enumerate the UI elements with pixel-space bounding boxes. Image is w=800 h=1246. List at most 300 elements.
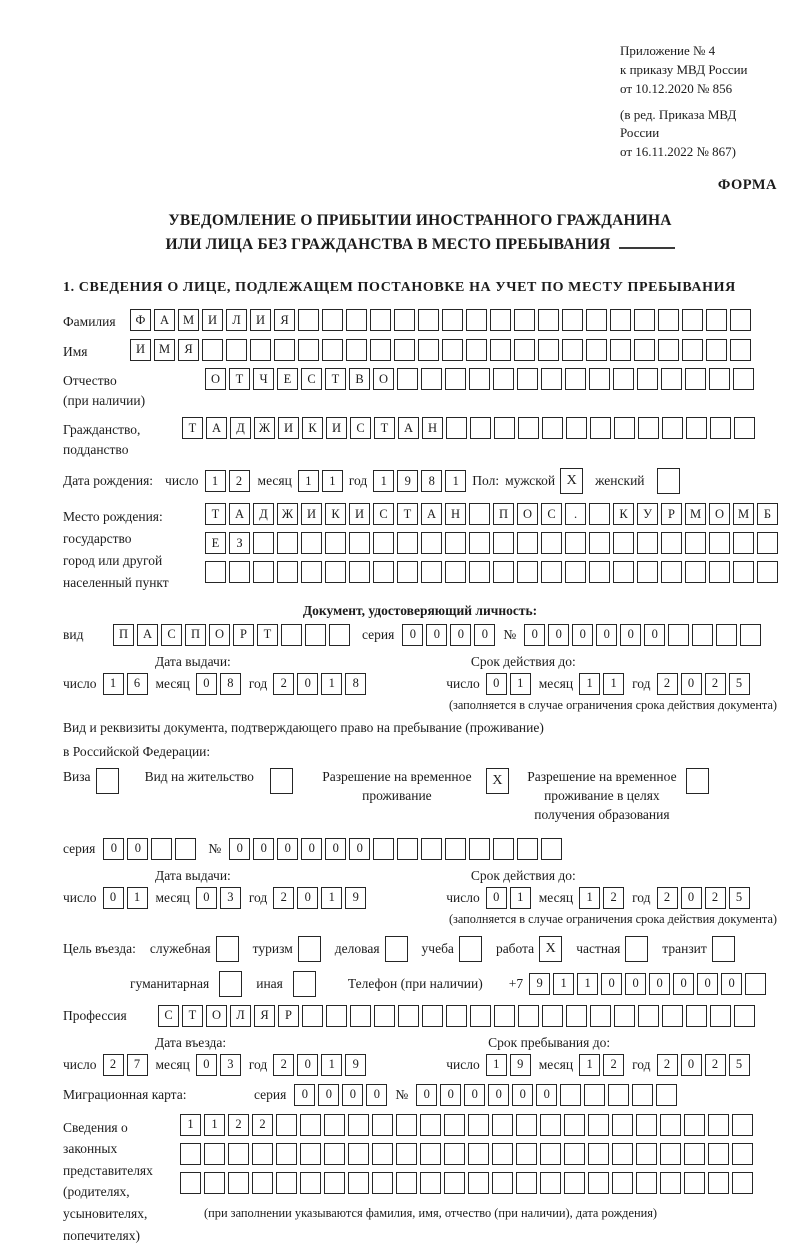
char-cell[interactable] [394,309,415,331]
char-cell[interactable]: 1 [204,1114,225,1136]
char-cell[interactable]: М [685,503,706,525]
char-cell[interactable] [374,1005,395,1027]
checkbox-female[interactable] [657,468,680,494]
char-cell[interactable] [734,1005,755,1027]
char-cell[interactable]: 1 [321,673,342,695]
char-cell[interactable]: Т [374,417,395,439]
char-cell[interactable]: 0 [294,1084,315,1106]
char-cell[interactable] [326,1005,347,1027]
char-cell[interactable] [612,1114,633,1136]
char-cell[interactable]: 2 [252,1114,273,1136]
char-cell[interactable] [329,624,350,646]
char-cell[interactable] [661,561,682,583]
char-cell[interactable]: 0 [673,973,694,995]
checkbox-temp-residence[interactable]: X [486,768,509,794]
char-cell[interactable]: 2 [705,673,726,695]
char-cell[interactable] [540,1114,561,1136]
char-cell[interactable]: Ф [130,309,151,331]
char-cell[interactable] [493,368,514,390]
char-cell[interactable] [662,1005,683,1027]
char-cell[interactable] [610,309,631,331]
char-cell[interactable] [420,1172,441,1194]
char-cell[interactable]: 0 [229,838,250,860]
char-cell[interactable] [757,561,778,583]
char-cell[interactable] [442,339,463,361]
char-cell[interactable] [422,1005,443,1027]
char-cell[interactable] [716,624,737,646]
char-cell[interactable]: 5 [729,887,750,909]
char-cell[interactable]: 2 [228,1114,249,1136]
char-cell[interactable] [324,1114,345,1136]
char-cell[interactable] [562,339,583,361]
char-cell[interactable] [706,309,727,331]
char-cell[interactable] [180,1143,201,1165]
char-cell[interactable] [492,1172,513,1194]
char-cell[interactable] [372,1143,393,1165]
char-cell[interactable]: 8 [345,673,366,695]
char-cell[interactable] [373,838,394,860]
char-cell[interactable] [466,309,487,331]
char-cell[interactable] [588,1143,609,1165]
char-cell[interactable]: С [161,624,182,646]
char-cell[interactable] [349,532,370,554]
char-cell[interactable]: К [613,503,634,525]
char-cell[interactable] [253,532,274,554]
char-cell[interactable]: Т [182,1005,203,1027]
char-cell[interactable] [745,973,766,995]
char-cell[interactable] [637,368,658,390]
char-cell[interactable]: 0 [512,1084,533,1106]
char-cell[interactable] [682,309,703,331]
char-cell[interactable] [658,339,679,361]
char-cell[interactable] [685,368,706,390]
char-cell[interactable] [492,1114,513,1136]
char-cell[interactable]: 1 [321,887,342,909]
char-cell[interactable] [660,1172,681,1194]
char-cell[interactable]: И [349,503,370,525]
char-cell[interactable] [565,561,586,583]
char-cell[interactable] [468,1143,489,1165]
char-cell[interactable]: 2 [657,1054,678,1076]
char-cell[interactable] [493,838,514,860]
char-cell[interactable]: 1 [579,673,600,695]
char-cell[interactable] [445,838,466,860]
char-cell[interactable]: Н [422,417,443,439]
char-cell[interactable]: 1 [103,673,124,695]
char-cell[interactable] [589,532,610,554]
char-cell[interactable]: Я [274,309,295,331]
checkbox-residence-permit[interactable] [270,768,293,794]
char-cell[interactable] [708,1143,729,1165]
char-cell[interactable]: 0 [426,624,447,646]
checkbox-temp-residence-education[interactable] [686,768,709,794]
char-cell[interactable]: 6 [127,673,148,695]
char-cell[interactable] [584,1084,605,1106]
char-cell[interactable] [444,1114,465,1136]
char-cell[interactable] [420,1114,441,1136]
char-cell[interactable] [692,624,713,646]
char-cell[interactable] [564,1172,585,1194]
char-cell[interactable] [660,1143,681,1165]
char-cell[interactable] [632,1084,653,1106]
char-cell[interactable]: 2 [657,673,678,695]
checkbox-humanitarian[interactable] [219,971,242,997]
char-cell[interactable]: 2 [103,1054,124,1076]
char-cell[interactable]: 0 [366,1084,387,1106]
char-cell[interactable] [516,1143,537,1165]
char-cell[interactable] [228,1172,249,1194]
char-cell[interactable] [373,561,394,583]
char-cell[interactable] [277,561,298,583]
char-cell[interactable] [586,309,607,331]
char-cell[interactable] [590,1005,611,1027]
char-cell[interactable] [517,532,538,554]
checkbox-study[interactable] [459,936,482,962]
char-cell[interactable]: Т [397,503,418,525]
char-cell[interactable]: 0 [596,624,617,646]
char-cell[interactable] [466,339,487,361]
char-cell[interactable] [710,417,731,439]
char-cell[interactable]: Ж [277,503,298,525]
char-cell[interactable]: . [565,503,586,525]
char-cell[interactable]: У [637,503,658,525]
char-cell[interactable] [685,532,706,554]
char-cell[interactable] [470,1005,491,1027]
char-cell[interactable]: 0 [103,887,124,909]
char-cell[interactable]: Р [233,624,254,646]
char-cell[interactable] [205,561,226,583]
char-cell[interactable]: 0 [524,624,545,646]
char-cell[interactable] [589,368,610,390]
char-cell[interactable]: 0 [721,973,742,995]
char-cell[interactable] [638,1005,659,1027]
char-cell[interactable]: О [373,368,394,390]
char-cell[interactable] [637,532,658,554]
char-cell[interactable] [588,1172,609,1194]
char-cell[interactable] [445,368,466,390]
char-cell[interactable]: М [178,309,199,331]
char-cell[interactable] [418,339,439,361]
char-cell[interactable]: К [325,503,346,525]
char-cell[interactable] [397,561,418,583]
checkbox-other[interactable] [293,971,316,997]
char-cell[interactable]: 0 [196,673,217,695]
char-cell[interactable] [638,417,659,439]
char-cell[interactable] [614,1005,635,1027]
checkbox-transit[interactable] [712,936,735,962]
char-cell[interactable]: 1 [486,1054,507,1076]
char-cell[interactable]: 0 [450,624,471,646]
char-cell[interactable] [565,368,586,390]
char-cell[interactable] [757,532,778,554]
char-cell[interactable]: 0 [548,624,569,646]
char-cell[interactable] [565,532,586,554]
char-cell[interactable] [322,309,343,331]
char-cell[interactable]: М [733,503,754,525]
char-cell[interactable] [180,1172,201,1194]
char-cell[interactable] [612,1143,633,1165]
char-cell[interactable] [541,368,562,390]
char-cell[interactable] [276,1114,297,1136]
char-cell[interactable]: 0 [488,1084,509,1106]
char-cell[interactable]: 2 [603,1054,624,1076]
char-cell[interactable] [349,561,370,583]
char-cell[interactable]: 0 [601,973,622,995]
char-cell[interactable] [325,532,346,554]
char-cell[interactable]: 0 [440,1084,461,1106]
char-cell[interactable]: Ч [253,368,274,390]
char-cell[interactable] [541,561,562,583]
char-cell[interactable]: 5 [729,673,750,695]
char-cell[interactable] [730,339,751,361]
char-cell[interactable] [541,532,562,554]
char-cell[interactable] [668,624,689,646]
char-cell[interactable]: 0 [681,673,702,695]
char-cell[interactable]: И [301,503,322,525]
char-cell[interactable]: А [154,309,175,331]
char-cell[interactable]: 5 [729,1054,750,1076]
char-cell[interactable] [300,1143,321,1165]
char-cell[interactable]: С [373,503,394,525]
checkbox-male[interactable]: X [560,468,583,494]
char-cell[interactable] [322,339,343,361]
char-cell[interactable] [468,1114,489,1136]
char-cell[interactable] [397,368,418,390]
char-cell[interactable]: 0 [277,838,298,860]
char-cell[interactable]: Б [757,503,778,525]
char-cell[interactable]: С [541,503,562,525]
char-cell[interactable] [300,1114,321,1136]
char-cell[interactable] [586,339,607,361]
char-cell[interactable] [656,1084,677,1106]
char-cell[interactable] [274,339,295,361]
char-cell[interactable] [541,838,562,860]
char-cell[interactable] [276,1172,297,1194]
char-cell[interactable] [566,1005,587,1027]
char-cell[interactable]: 9 [397,470,418,492]
char-cell[interactable]: 0 [620,624,641,646]
char-cell[interactable]: Т [325,368,346,390]
char-cell[interactable]: 0 [127,838,148,860]
char-cell[interactable] [661,368,682,390]
char-cell[interactable] [229,561,250,583]
char-cell[interactable] [709,561,730,583]
char-cell[interactable] [589,503,610,525]
char-cell[interactable] [444,1172,465,1194]
char-cell[interactable]: 0 [464,1084,485,1106]
char-cell[interactable] [370,339,391,361]
char-cell[interactable]: Л [226,309,247,331]
char-cell[interactable]: И [202,309,223,331]
char-cell[interactable]: 0 [486,887,507,909]
char-cell[interactable] [468,1172,489,1194]
char-cell[interactable]: К [302,417,323,439]
char-cell[interactable] [661,532,682,554]
char-cell[interactable]: А [229,503,250,525]
char-cell[interactable]: 1 [579,1054,600,1076]
char-cell[interactable]: С [158,1005,179,1027]
char-cell[interactable] [396,1114,417,1136]
char-cell[interactable]: Ж [254,417,275,439]
char-cell[interactable] [301,561,322,583]
char-cell[interactable] [446,417,467,439]
char-cell[interactable] [538,309,559,331]
checkbox-tourism[interactable] [298,936,321,962]
char-cell[interactable]: А [421,503,442,525]
char-cell[interactable] [493,561,514,583]
char-cell[interactable] [613,561,634,583]
char-cell[interactable] [613,532,634,554]
char-cell[interactable]: И [278,417,299,439]
char-cell[interactable] [397,838,418,860]
char-cell[interactable] [175,838,196,860]
char-cell[interactable]: Я [254,1005,275,1027]
char-cell[interactable]: Т [257,624,278,646]
char-cell[interactable] [469,532,490,554]
char-cell[interactable] [228,1143,249,1165]
char-cell[interactable]: С [350,417,371,439]
char-cell[interactable] [560,1084,581,1106]
char-cell[interactable]: 2 [705,1054,726,1076]
char-cell[interactable] [517,561,538,583]
char-cell[interactable] [444,1143,465,1165]
char-cell[interactable]: 1 [553,973,574,995]
char-cell[interactable]: С [301,368,322,390]
char-cell[interactable] [277,532,298,554]
char-cell[interactable] [493,532,514,554]
char-cell[interactable]: Я [178,339,199,361]
char-cell[interactable]: П [113,624,134,646]
char-cell[interactable]: 0 [649,973,670,995]
char-cell[interactable] [682,339,703,361]
char-cell[interactable]: Д [253,503,274,525]
char-cell[interactable]: 0 [402,624,423,646]
char-cell[interactable]: М [154,339,175,361]
char-cell[interactable]: 1 [322,470,343,492]
char-cell[interactable]: И [250,309,271,331]
char-cell[interactable]: Т [229,368,250,390]
char-cell[interactable]: 0 [416,1084,437,1106]
char-cell[interactable] [204,1143,225,1165]
char-cell[interactable] [346,339,367,361]
char-cell[interactable]: 0 [697,973,718,995]
char-cell[interactable]: Н [445,503,466,525]
char-cell[interactable] [740,624,761,646]
char-cell[interactable]: 0 [681,1054,702,1076]
checkbox-business[interactable] [385,936,408,962]
char-cell[interactable] [398,1005,419,1027]
char-cell[interactable] [325,561,346,583]
char-cell[interactable]: О [209,624,230,646]
char-cell[interactable]: 9 [529,973,550,995]
char-cell[interactable]: 0 [486,673,507,695]
char-cell[interactable]: 0 [349,838,370,860]
char-cell[interactable] [730,309,751,331]
char-cell[interactable] [612,1172,633,1194]
char-cell[interactable] [734,417,755,439]
char-cell[interactable] [590,417,611,439]
char-cell[interactable] [421,532,442,554]
char-cell[interactable] [305,624,326,646]
char-cell[interactable] [302,1005,323,1027]
char-cell[interactable] [324,1172,345,1194]
char-cell[interactable]: 0 [297,1054,318,1076]
checkbox-work[interactable]: X [539,936,562,962]
char-cell[interactable]: 2 [273,887,294,909]
char-cell[interactable]: 0 [681,887,702,909]
char-cell[interactable] [588,1114,609,1136]
char-cell[interactable] [637,561,658,583]
char-cell[interactable]: О [205,368,226,390]
char-cell[interactable] [516,1172,537,1194]
char-cell[interactable] [608,1084,629,1106]
char-cell[interactable] [733,532,754,554]
char-cell[interactable] [708,1172,729,1194]
char-cell[interactable] [396,1143,417,1165]
char-cell[interactable]: И [326,417,347,439]
char-cell[interactable] [660,1114,681,1136]
char-cell[interactable]: И [130,339,151,361]
char-cell[interactable] [494,1005,515,1027]
char-cell[interactable]: 0 [572,624,593,646]
char-cell[interactable] [684,1172,705,1194]
char-cell[interactable] [151,838,172,860]
char-cell[interactable]: Д [230,417,251,439]
char-cell[interactable]: 1 [180,1114,201,1136]
char-cell[interactable] [470,417,491,439]
char-cell[interactable]: О [206,1005,227,1027]
char-cell[interactable]: 1 [298,470,319,492]
char-cell[interactable]: А [137,624,158,646]
checkbox-private[interactable] [625,936,648,962]
char-cell[interactable] [732,1172,753,1194]
char-cell[interactable] [685,561,706,583]
char-cell[interactable]: 1 [603,673,624,695]
char-cell[interactable] [396,1172,417,1194]
char-cell[interactable]: 2 [229,470,250,492]
char-cell[interactable] [658,309,679,331]
char-cell[interactable]: 9 [345,1054,366,1076]
char-cell[interactable] [372,1114,393,1136]
char-cell[interactable] [276,1143,297,1165]
char-cell[interactable]: 0 [297,887,318,909]
char-cell[interactable] [562,309,583,331]
char-cell[interactable] [421,368,442,390]
char-cell[interactable]: 1 [577,973,598,995]
char-cell[interactable]: А [398,417,419,439]
char-cell[interactable] [494,417,515,439]
char-cell[interactable] [469,368,490,390]
char-cell[interactable]: 0 [301,838,322,860]
char-cell[interactable]: Т [205,503,226,525]
char-cell[interactable] [518,417,539,439]
char-cell[interactable]: А [206,417,227,439]
char-cell[interactable] [202,339,223,361]
char-cell[interactable]: П [493,503,514,525]
char-cell[interactable] [542,417,563,439]
char-cell[interactable] [733,561,754,583]
char-cell[interactable]: З [229,532,250,554]
char-cell[interactable] [732,1114,753,1136]
char-cell[interactable] [514,339,535,361]
char-cell[interactable] [442,309,463,331]
char-cell[interactable] [346,309,367,331]
char-cell[interactable]: 0 [103,838,124,860]
char-cell[interactable] [469,503,490,525]
char-cell[interactable]: О [709,503,730,525]
char-cell[interactable] [710,1005,731,1027]
char-cell[interactable]: 1 [373,470,394,492]
